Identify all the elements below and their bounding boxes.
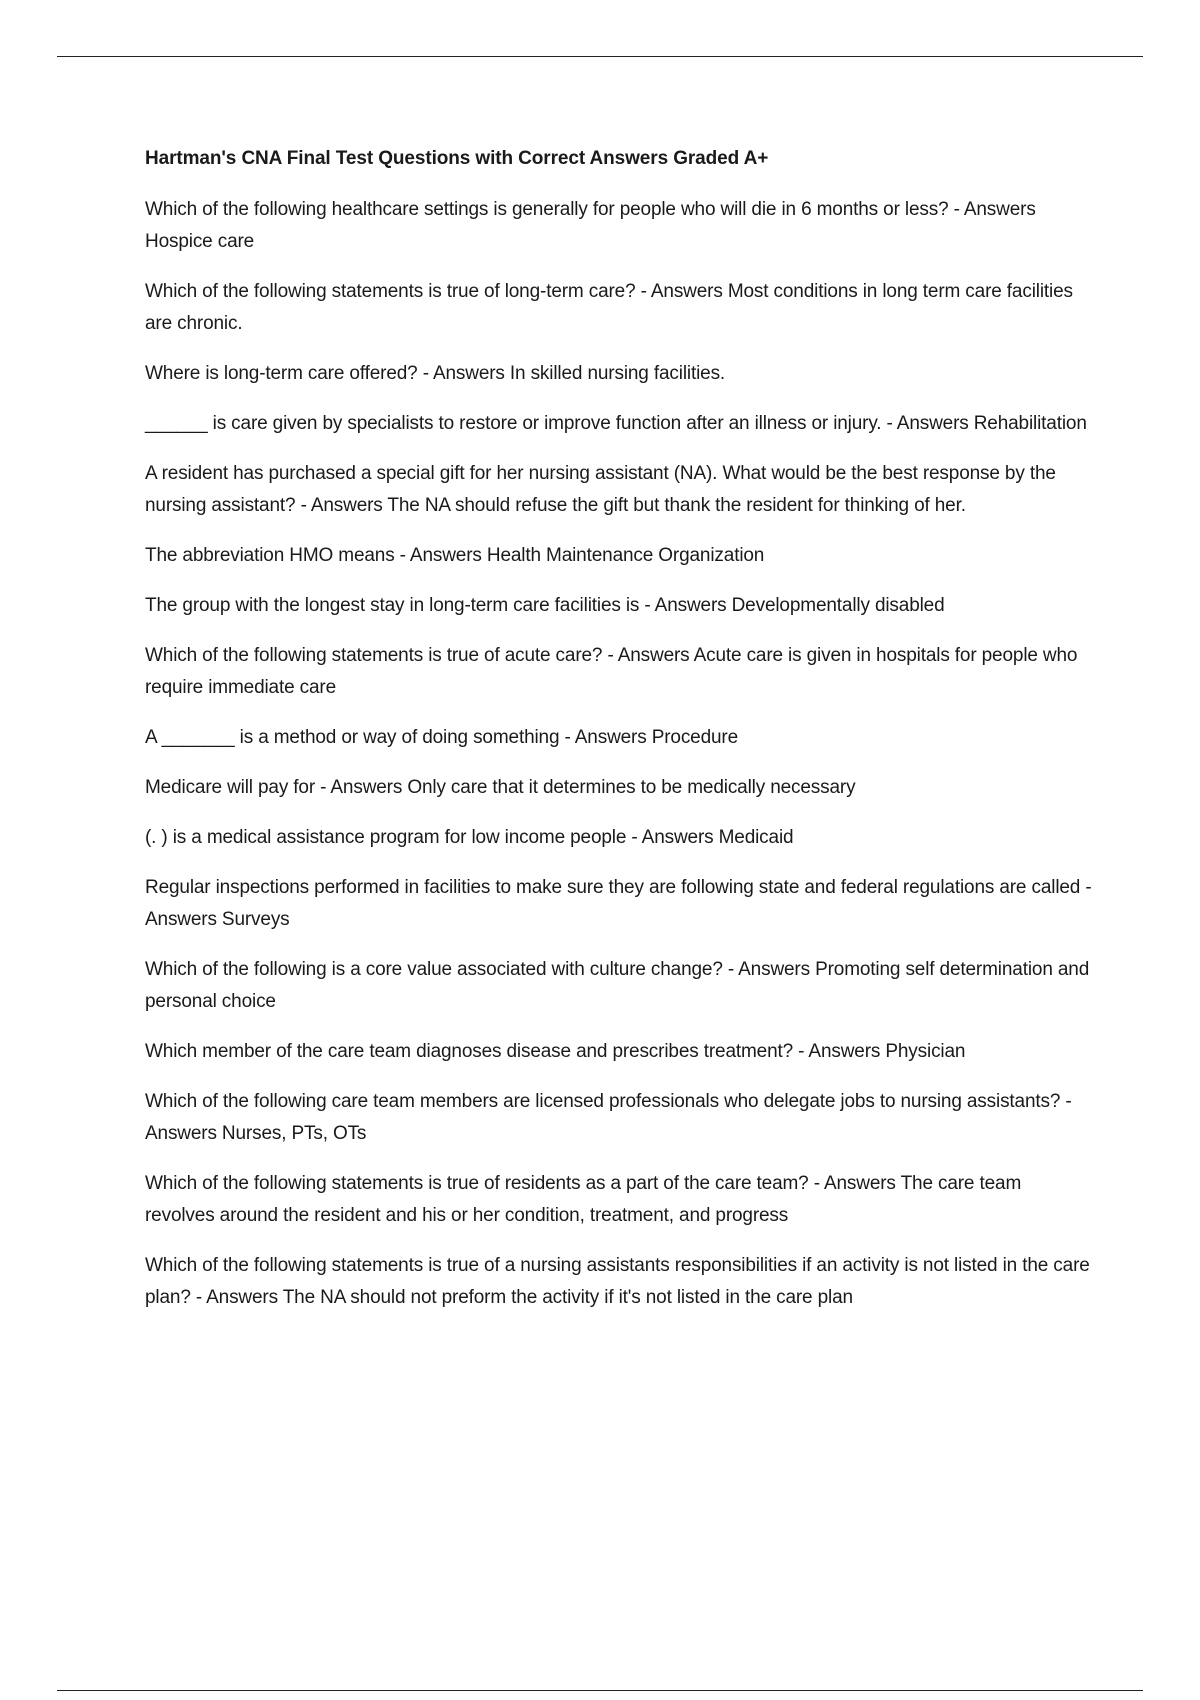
qa-item: Which of the following care team members are licensed professionals who delegate jobs to nursing assistants? - Answers Nurses, PTs, OTs (145, 1091, 1072, 1144)
qa-item: (. ) is a medical assistance program for low income people - Answers Medicaid (145, 827, 794, 848)
qa-item: Which of the following statements is true of a nursing assistants responsibilities if an activity is not listed in the care plan? - Answers The NA should not preform the activity if it's not listed in the care plan (145, 1255, 1090, 1308)
qa-item: Where is long-term care offered? - Answers In skilled nursing facilities. (145, 363, 726, 384)
qa-item: The abbreviation HMO means - Answers Health Maintenance Organization (145, 545, 765, 566)
qa-list (145, 194, 1093, 1314)
qa-item: Which member of the care team diagnoses disease and prescribes treatment? - Answers Physician (145, 1041, 966, 1062)
qa-item: The group with the longest stay in long-term care facilities is - Answers Developmentally disabled (145, 595, 945, 616)
qa-item: A resident has purchased a special gift for her nursing assistant (NA). What would be the best response by the nursing assistant? - Answers The NA should refuse the gift but thank the resident for thinking of her. (145, 463, 1056, 516)
qa-item: Regular inspections performed in facilities to make sure they are following state and federal regulations are called - Answers Surveys (145, 877, 1092, 930)
document-body (145, 146, 1093, 1332)
header-rule (57, 56, 1143, 57)
qa-item: Which of the following statements is true of residents as a part of the care team? - Answers The care team revolves around the resident and his or her condition, treatment, and progress (145, 1173, 1022, 1226)
qa-item: Which of the following healthcare settings is generally for people who will die in 6 months or less? - Answers Hospice care (145, 199, 1036, 252)
qa-item: A _______ is a method or way of doing something - Answers Procedure (145, 727, 739, 748)
qa-item: Which of the following is a core value associated with culture change? - Answers Promoting self determination and personal choice (145, 959, 1090, 1012)
footer-rule (57, 1690, 1143, 1691)
document-title: Hartman's CNA Final Test Questions with Correct Answers Graded A+ (145, 148, 769, 169)
qa-item: Medicare will pay for - Answers Only care that it determines to be medically necessary (145, 777, 856, 798)
qa-item: ______ is care given by specialists to restore or improve function after an illness or injury. - Answers Rehabilitation (145, 413, 1087, 434)
qa-item: Which of the following statements is true of acute care? - Answers Acute care is given in hospitals for people who require immediate care (145, 645, 1078, 698)
qa-item: Which of the following statements is true of long-term care? - Answers Most conditions in long term care facilities are chronic. (145, 281, 1073, 334)
